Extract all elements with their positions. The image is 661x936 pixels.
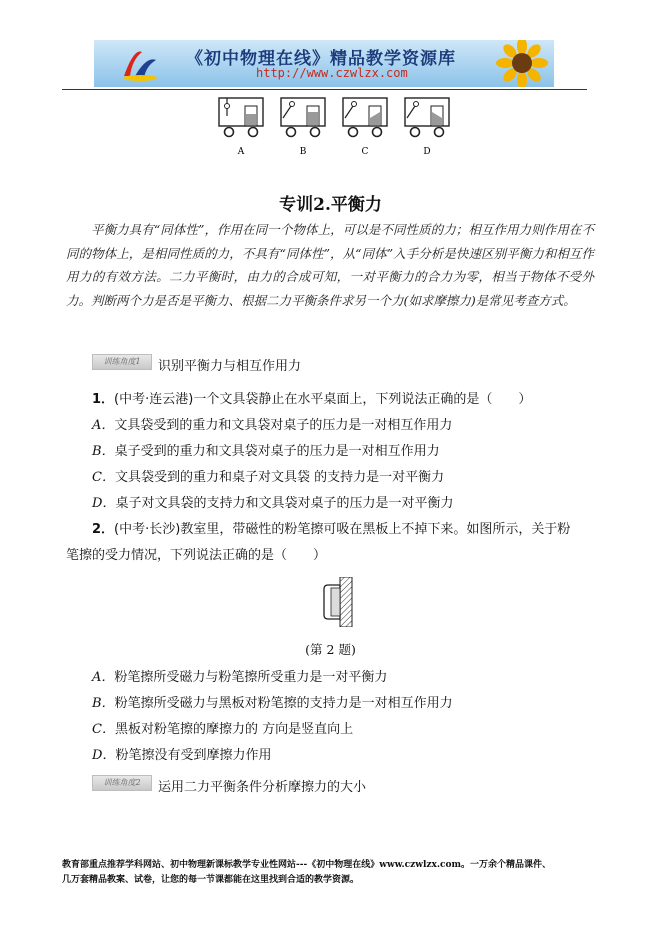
part2-tag: 训练角度2 xyxy=(92,775,152,791)
site-url: http://www.czwlzx.com xyxy=(256,66,408,80)
q2-option-a: A．粉笔擦所受磁力与粉笔擦所受重力是一对平衡力 xyxy=(92,670,388,685)
q2-stem-line2: 笔擦的受力情况，下列说法正确的是（ ） xyxy=(66,548,327,563)
section-intro: 平衡力具有“同体性”，作用在同一个物体上，可以是不同性质的力；相互作用力则作用在不同的物体上，是相同性质的力，不具有“同体性”，从“同体”入手分析是快速区别平衡力和相互作用力的有效方法。二力平衡时，由力的合成可知，一对平衡力的合力为零，相当于物体不受外力。判断两个力是否是平衡力、根据二力平衡条件求另一个力(如求摩擦力)是常见考查方式。 xyxy=(66,222,594,308)
q2-option-b: B．粉笔擦所受磁力与黑板对粉笔擦的支持力是一对相互作用力 xyxy=(92,696,453,711)
footer-line-2: 几万套精品教案、试卷，让您的每一节课都能在这里找到合适的教学资源。 xyxy=(62,875,360,885)
site-logo-icon xyxy=(120,46,160,82)
section-heading: 专训2.平衡力 xyxy=(279,195,382,215)
carts-figure xyxy=(215,92,455,160)
page-footer xyxy=(62,858,622,888)
q2-option-d: D．粉笔擦没有受到摩擦力作用 xyxy=(92,748,272,763)
part2-title: 运用二力平衡条件分析摩擦力的大小 xyxy=(158,780,367,795)
q1-number: 1． xyxy=(92,392,115,407)
q1-option-d: D．桌子对文具袋的支持力和文具袋对桌子的压力是一对平衡力 xyxy=(92,496,454,511)
header-rule xyxy=(62,89,587,90)
cart-a xyxy=(219,98,263,137)
cart-label-d: D xyxy=(423,147,431,157)
q2-number: 2． xyxy=(92,522,115,537)
site-title: 《初中物理在线》精品教学资源库 xyxy=(186,49,456,69)
sunflower-icon xyxy=(488,40,548,87)
q1-stem xyxy=(92,388,531,407)
q2-stem-line1: 2．(中考·长沙)教室里，带磁性的粉笔擦可吸在黑板上不掉下来。如图所示，关于粉 xyxy=(92,522,571,537)
header-banner xyxy=(94,40,554,87)
cart-label-c: C xyxy=(361,147,369,157)
part1-tag: 训练角度1 xyxy=(92,354,152,370)
part1-title: 识别平衡力与相互作用力 xyxy=(158,359,302,374)
cart-label-a: A xyxy=(237,147,245,157)
footer-line-1: 教育部重点推荐学科网站、初中物理新课标教学专业性网站---《初中物理在线》www.czwlzx.com。一万余个精品课件、 xyxy=(62,860,552,870)
cart-d xyxy=(405,98,449,137)
cart-b xyxy=(281,98,325,137)
q1-option-b: B．桌子受到的重力和文具袋对桌子的压力是一对相互作用力 xyxy=(92,444,440,459)
q2-figure-caption: (第 2 题) xyxy=(305,642,356,657)
q1-option-c: C．文具袋受到的重力和桌子对文具袋 的支持力是一对平衡力 xyxy=(92,470,445,485)
q1-stem-text: (中考·连云港)一个文具袋静止在水平桌面上，下列说法正确的是（ ） xyxy=(114,392,532,407)
cart-c xyxy=(343,98,387,137)
q2-option-c: C．黑板对粉笔擦的摩擦力的 方向是竖直向上 xyxy=(92,722,354,737)
blackboard-eraser-figure xyxy=(316,577,356,627)
q1-option-a: A．文具袋受到的重力和文具袋对桌子的压力是一对相互作用力 xyxy=(92,418,453,433)
cart-label-b: B xyxy=(299,147,307,157)
